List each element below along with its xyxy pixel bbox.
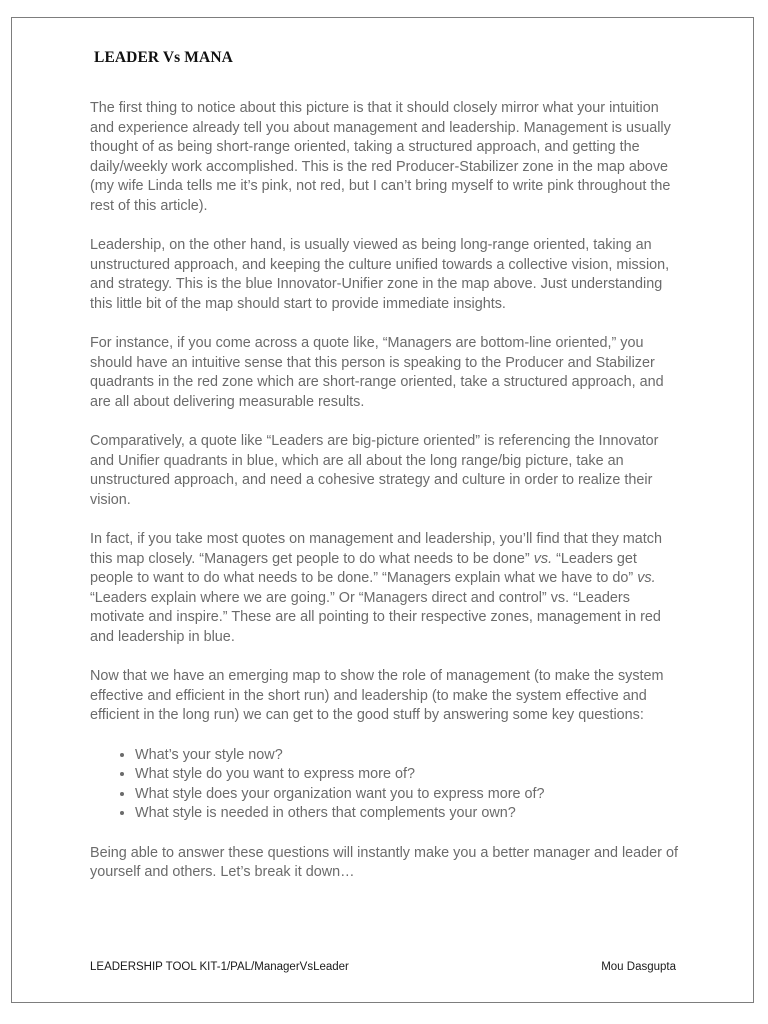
document-body bbox=[90, 99, 680, 902]
list-item: • What style does your organization want you to express more of? bbox=[135, 785, 680, 805]
page-footer bbox=[90, 961, 676, 973]
questions-list bbox=[90, 746, 680, 824]
footer-author: Mou Dasgupta bbox=[601, 961, 676, 973]
questions-intro: Now that we have an emerging map to show the role of management (to make the system effective and efficient in the short run) and leadership (to make the system effective and efficient in the long run) we can get to the good stuff by answering some key questions: bbox=[90, 668, 664, 724]
paragraph: Leadership, on the other hand, is usually viewed as being long-range oriented, taking an unstructured approach, and keeping the culture unified towards a collective vision, mission, and strategy. This is the blue Innovator-Unifier zone in the map above. Just understanding this little bit of the map should start to provide immediate insights. bbox=[90, 237, 670, 312]
paragraph: Comparatively, a quote like “Leaders are big-picture oriented” is referencing the Innovator and Unifier quadrants in blue, which are all about the long range/big picture, take an unstructured approach, and need a cohesive strategy and culture in order to realize their vision. bbox=[90, 433, 659, 508]
list-item: • What style is needed in others that complements your own? bbox=[135, 804, 680, 824]
quotes-paragraph bbox=[90, 530, 680, 648]
paragraph: For instance, if you come across a quote like, “Managers are bottom-line oriented,” you should have an intuitive sense that this person is speaking to the Producer and Stabilizer quadrants in the red zone which are short-range oriented, take a structured approach, and are all about delivering measurable results. bbox=[90, 335, 664, 410]
footer-document-id: LEADERSHIP TOOL KIT-1/PAL/ManagerVsLeader bbox=[90, 961, 349, 973]
document-title: LEADER Vs MANA bbox=[94, 49, 233, 66]
paragraph: The first thing to notice about this picture is that it should closely mirror what your intuition and experience already tell you about management and leadership. Management is usually thought of as being short-range oriented, taking a structured approach, and getting the daily/weekly work accomplished. This is the red Producer-Stabilizer zone in the map above (my wife Linda tells me it’s pink, not red, but I can’t bring myself to write pink throughout the rest of this article). bbox=[90, 100, 671, 214]
quotes-text-1: In fact, if you take most quotes on management and leadership, you’ll find that they match this map closely. “Managers get people to do what needs to be done” bbox=[90, 531, 662, 567]
vs-italic-1: vs. bbox=[533, 550, 553, 567]
quotes-text-3: “Leaders explain where we are going.” Or “Managers direct and control” vs. “Leaders motivate and inspire.” These are all pointing to their respective zones, management in red and leadership in blue. bbox=[90, 589, 661, 646]
list-item: • What’s your style now? bbox=[135, 746, 680, 766]
vs-italic-2: vs. bbox=[637, 570, 656, 587]
list-item: • What style do you want to express more of? bbox=[135, 765, 680, 785]
closing-paragraph: Being able to answer these questions will instantly make you a better manager and leader of yourself and others. Let’s break it down… bbox=[90, 844, 678, 881]
quotes-text-2: “Leaders get people to want to do what needs to be done.” “Managers explain what we have to do” bbox=[90, 550, 638, 587]
